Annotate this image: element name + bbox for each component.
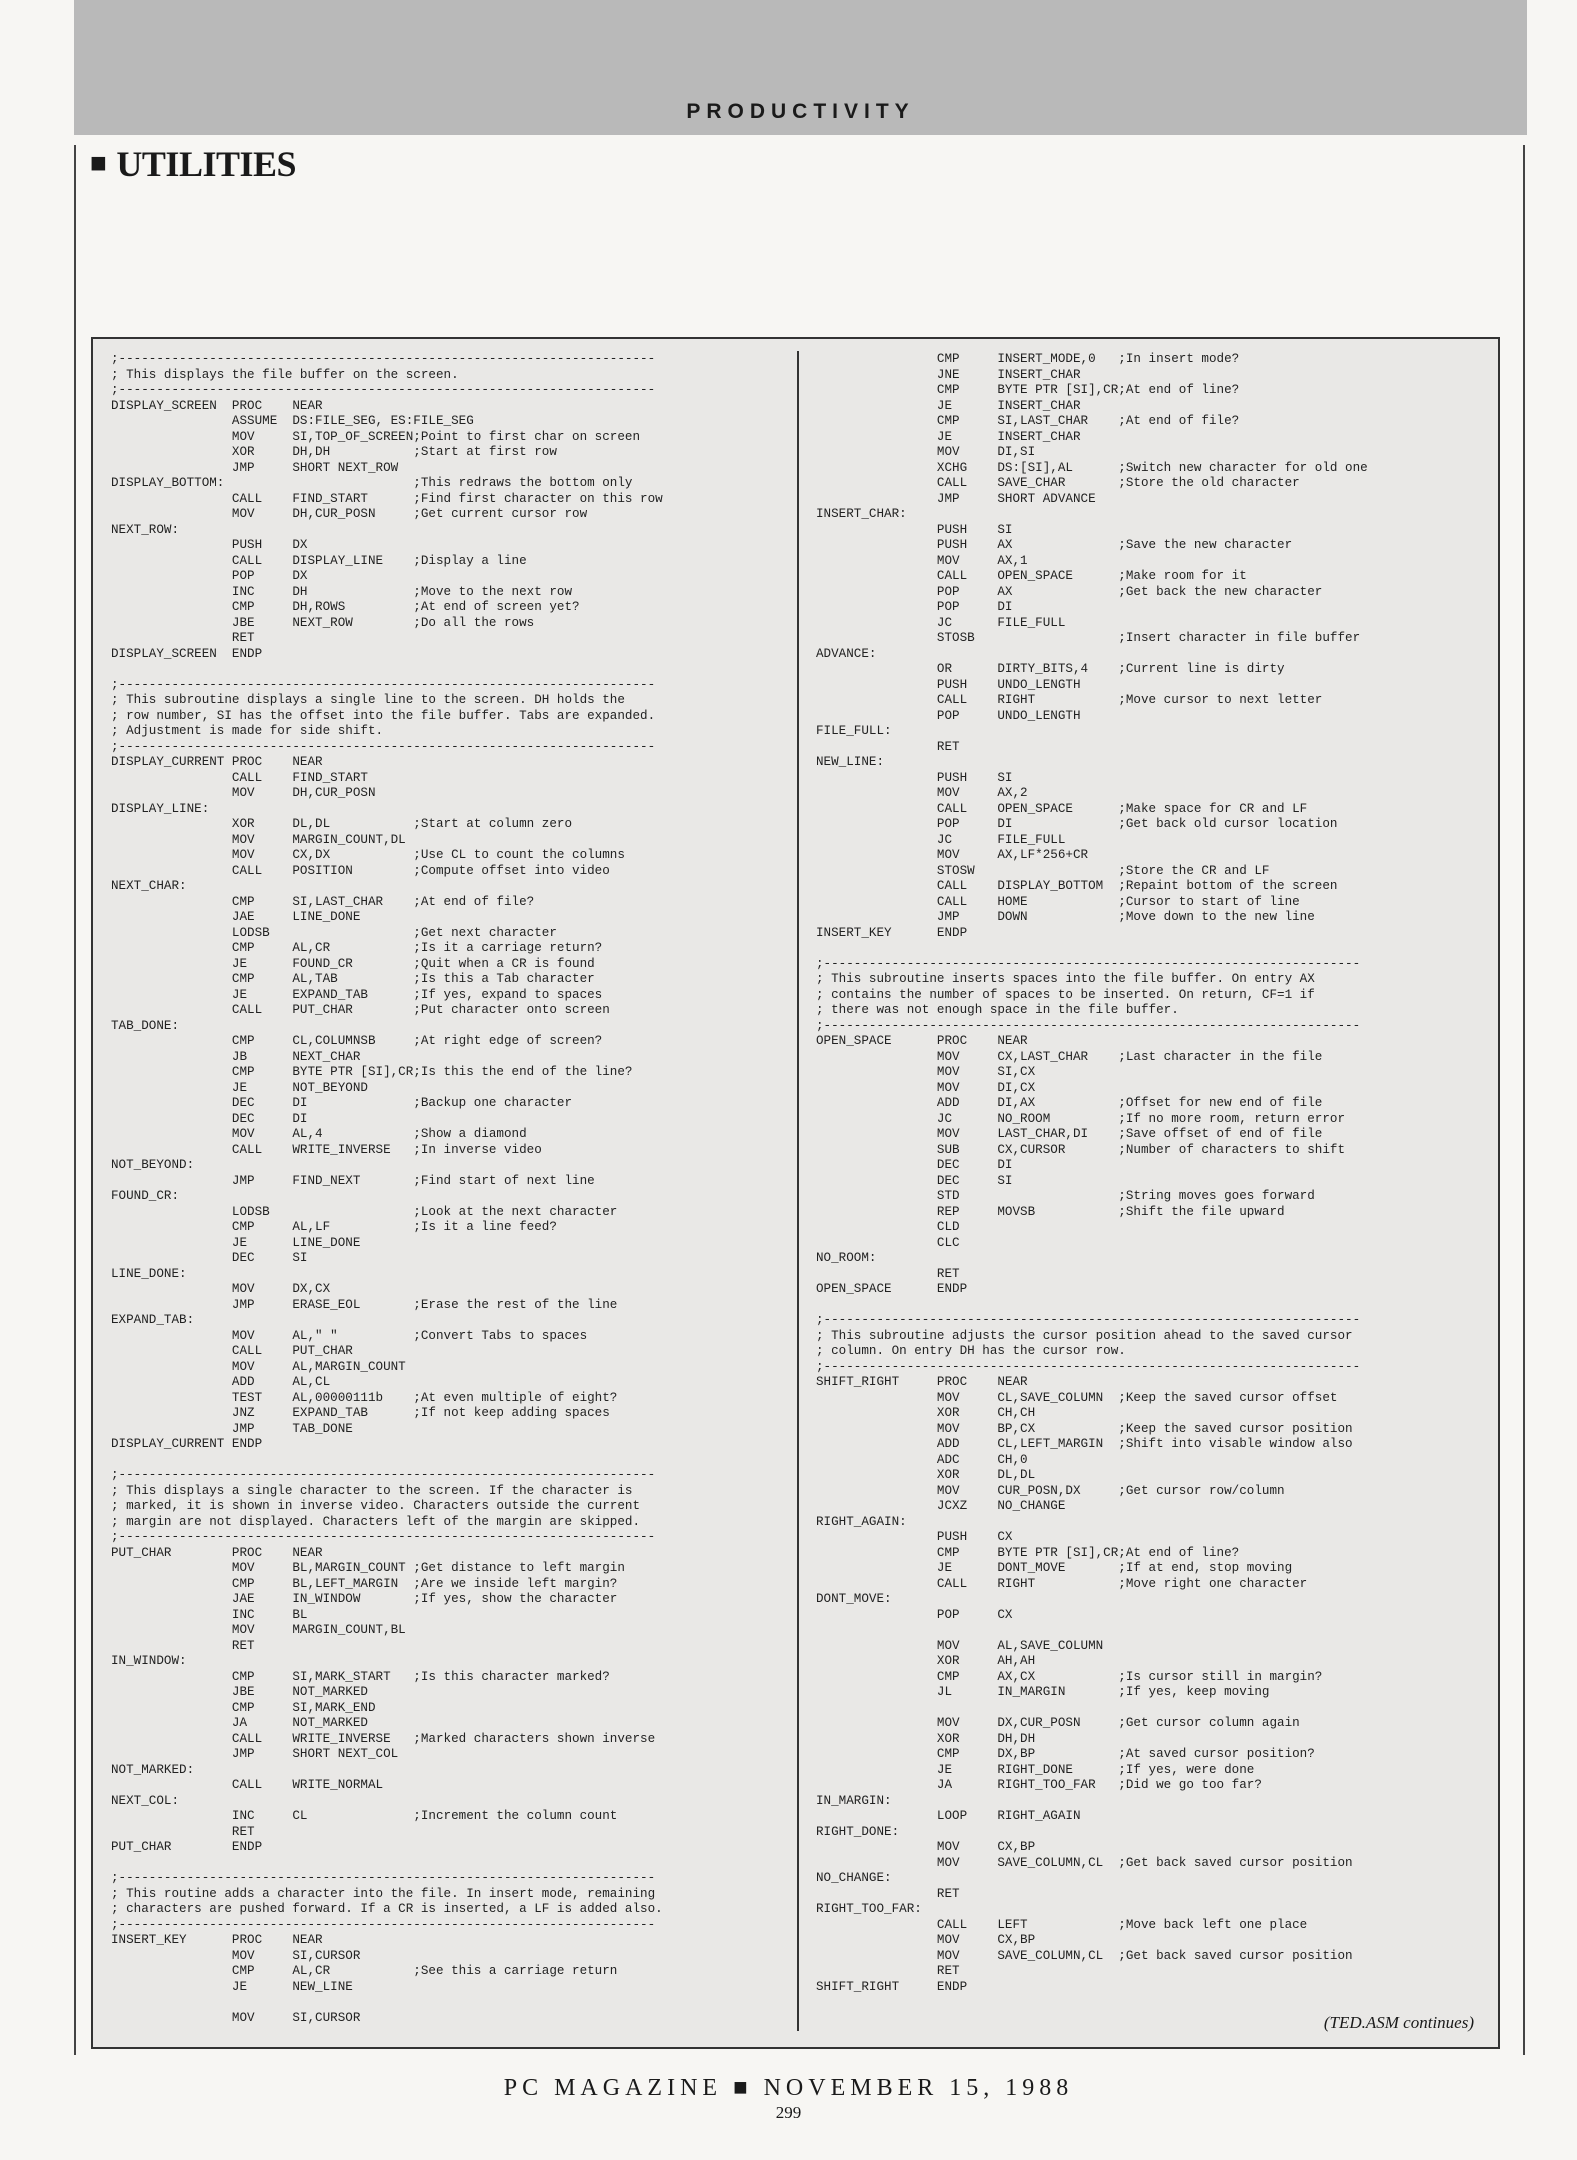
footer-magazine: PC MAGAZINE <box>503 2075 723 2101</box>
code-line: NOT_MARKED: <box>111 1762 195 1777</box>
code-line: MOV LAST_CHAR,DI ;Save offset of end of file <box>816 1127 1323 1141</box>
code-line: JNE INSERT_CHAR <box>816 367 1081 382</box>
code-line: RET <box>111 1824 255 1839</box>
code-line: CALL OPEN_SPACE ;Make room for it <box>816 569 1247 583</box>
code-line: MOV DX,CUR_POSN ;Get cursor column again <box>816 1716 1300 1730</box>
code-line: ;----------------------------------------------------------------------- <box>111 677 656 692</box>
code-line: JC FILE_FULL <box>816 615 1066 630</box>
code-line: JNZ EXPAND_TAB ;If not keep adding spaces <box>111 1406 610 1420</box>
code-line: JE RIGHT_DONE ;If yes, were done <box>816 1762 1255 1777</box>
code-line: NOT_BEYOND: <box>111 1158 195 1172</box>
code-line: LODSB ;Look at the next character <box>111 1204 618 1219</box>
code-line: CMP AL,LF ;Is it a line feed? <box>111 1220 557 1234</box>
code-line: JL IN_MARGIN ;If yes, keep moving <box>816 1685 1270 1699</box>
code-line: SUB CX,CURSOR ;Number of characters to shift <box>816 1142 1346 1157</box>
code-line: DISPLAY_CURRENT ENDP <box>111 1437 263 1451</box>
code-line: IN_WINDOW: <box>111 1654 187 1668</box>
code-line: MOV SI,TOP_OF_SCREEN;Point to first char on screen <box>111 429 641 444</box>
code-line: MOV SI,CX <box>816 1065 1036 1079</box>
code-line: CMP SI,MARK_END <box>111 1700 376 1715</box>
code-line: CMP CL,COLUMNSB ;At right edge of screen? <box>111 1034 603 1048</box>
code-line: NEXT_ROW: <box>111 522 180 537</box>
code-line: RET <box>111 1638 255 1653</box>
code-line: JCXZ NO_CHANGE <box>816 1499 1066 1513</box>
code-line: MOV CL,SAVE_COLUMN ;Keep the saved cursor offset <box>816 1390 1338 1405</box>
code-line: INC CL ;Increment the column count <box>111 1809 618 1823</box>
code-line: CLD <box>816 1220 960 1234</box>
code-line: JMP SHORT ADVANCE <box>816 491 1096 506</box>
code-line: XOR DL,DL ;Start at column zero <box>111 817 573 831</box>
code-line: POP DI <box>816 600 1013 614</box>
code-line: PUT_CHAR PROC NEAR <box>111 1545 323 1560</box>
code-line: MOV DX,CX <box>111 1282 331 1296</box>
code-line: CMP SI,LAST_CHAR ;At end of file? <box>816 414 1240 428</box>
code-line: PUT_CHAR ENDP <box>111 1840 263 1854</box>
code-line: LINE_DONE: <box>111 1266 187 1281</box>
section-title-text: UTILITIES <box>116 144 297 184</box>
code-line <box>111 1453 781 1469</box>
code-line: CALL WRITE_INVERSE ;In inverse video <box>111 1142 542 1157</box>
code-line: ; This routine adds a character into the file. In insert mode, remaining <box>111 1886 656 1901</box>
code-line <box>111 1995 781 2011</box>
code-line <box>816 1701 1486 1717</box>
code-line: JBE NOT_MARKED <box>111 1685 368 1699</box>
code-line: DEC SI <box>111 1251 308 1265</box>
code-line: ; row number, SI has the offset into the file buffer. Tabs are expanded. <box>111 708 656 723</box>
code-line: STOSB ;Insert character in file buffer <box>816 631 1361 645</box>
code-line: JC FILE_FULL <box>816 832 1066 847</box>
code-line: INSERT_KEY ENDP <box>816 925 968 940</box>
code-line: CMP AL,CR ;See this a carriage return <box>111 1964 618 1978</box>
code-line: CALL WRITE_INVERSE ;Marked characters shown inverse <box>111 1731 656 1746</box>
code-line: MOV SI,CURSOR <box>111 1948 361 1963</box>
code-line: CMP INSERT_MODE,0 ;In insert mode? <box>816 352 1240 366</box>
code-line: ADD AL,CL <box>111 1375 331 1389</box>
code-line: MOV SAVE_COLUMN,CL ;Get back saved cursor position <box>816 1948 1353 1963</box>
code-line: RIGHT_DONE: <box>816 1824 900 1839</box>
code-line: JA NOT_MARKED <box>111 1716 368 1730</box>
title-bullet: ■ <box>90 148 107 179</box>
code-line: ;----------------------------------------------------------------------- <box>111 1530 656 1544</box>
code-line: MOV AX,1 <box>816 553 1028 568</box>
code-line: NO_CHANGE: <box>816 1871 892 1885</box>
page-number: 299 <box>775 2103 802 2122</box>
code-line: DEC SI <box>816 1173 1013 1188</box>
code-line: MOV CX,BP <box>816 1840 1036 1854</box>
code-line: SHIFT_RIGHT PROC NEAR <box>816 1375 1028 1389</box>
code-line: MOV BL,MARGIN_COUNT ;Get distance to left margin <box>111 1561 625 1575</box>
code-line: RET <box>816 739 960 754</box>
code-listing <box>91 337 1500 2049</box>
code-line: DEC DI <box>111 1111 308 1126</box>
code-line: JC NO_ROOM ;If no more room, return error <box>816 1111 1346 1126</box>
code-line: TEST AL,00000111b ;At even multiple of eight? <box>111 1390 618 1405</box>
code-line: CMP DX,BP ;At saved cursor position? <box>816 1747 1315 1761</box>
code-line: JA RIGHT_TOO_FAR ;Did we go too far? <box>816 1778 1262 1792</box>
code-line: CMP BYTE PTR [SI],CR;Is this the end of the line? <box>111 1065 633 1079</box>
code-line: MOV CX,LAST_CHAR ;Last character in the file <box>816 1049 1323 1064</box>
footer <box>0 2075 1577 2102</box>
code-line: REP MOVSB ;Shift the file upward <box>816 1204 1285 1219</box>
code-line: FOUND_CR: <box>111 1189 180 1203</box>
code-line: DONT_MOVE: <box>816 1592 892 1606</box>
code-line: OR DIRTY_BITS,4 ;Current line is dirty <box>816 662 1285 676</box>
code-line: JMP ERASE_EOL ;Erase the rest of the line <box>111 1297 618 1312</box>
code-line: JMP FIND_NEXT ;Find start of next line <box>111 1173 595 1188</box>
code-line: INC DH ;Move to the next row <box>111 584 573 599</box>
code-line: SHIFT_RIGHT ENDP <box>816 1979 968 1994</box>
code-line: CALL POSITION ;Compute offset into video <box>111 863 610 878</box>
code-line: DISPLAY_SCREEN ENDP <box>111 646 263 661</box>
code-line: MOV AL,SAVE_COLUMN <box>816 1638 1104 1653</box>
code-line: JE FOUND_CR ;Quit when a CR is found <box>111 956 595 971</box>
code-line: CALL FIND_START <box>111 770 368 785</box>
code-line: MOV AX,LF*256+CR <box>816 848 1089 862</box>
code-line: CALL HOME ;Cursor to start of line <box>816 894 1300 909</box>
code-line: MOV CX,BP <box>816 1933 1036 1947</box>
code-line: POP DI ;Get back old cursor location <box>816 817 1338 831</box>
code-line: DEC DI ;Backup one character <box>111 1096 573 1110</box>
code-line: CMP DH,ROWS ;At end of screen yet? <box>111 600 580 614</box>
code-line: ADD DI,AX ;Offset for new end of file <box>816 1096 1323 1110</box>
code-line: CALL LEFT ;Move back left one place <box>816 1917 1308 1932</box>
code-line: ; This subroutine inserts spaces into the file buffer. On entry AX <box>816 972 1315 986</box>
code-line: CMP BL,LEFT_MARGIN ;Are we inside left margin? <box>111 1576 618 1591</box>
code-line: MOV DI,SI <box>816 445 1036 459</box>
code-line: DISPLAY_SCREEN PROC NEAR <box>111 398 323 413</box>
code-line: CALL PUT_CHAR <box>111 1344 353 1358</box>
code-line: CMP BYTE PTR [SI],CR;At end of line? <box>816 1545 1240 1560</box>
code-line: MOV CX,DX ;Use CL to count the columns <box>111 848 625 862</box>
code-line: DISPLAY_BOTTOM: ;This redraws the bottom only <box>111 476 633 490</box>
code-line: ;----------------------------------------------------------------------- <box>816 1018 1361 1033</box>
code-line: MOV AL,MARGIN_COUNT <box>111 1359 406 1374</box>
code-line: CALL FIND_START ;Find first character on this row <box>111 491 663 506</box>
code-line: RIGHT_TOO_FAR: <box>816 1902 922 1916</box>
code-line: CALL RIGHT ;Move cursor to next letter <box>816 693 1323 707</box>
code-line: LOOP RIGHT_AGAIN <box>816 1809 1081 1823</box>
code-line: FILE_FULL: <box>816 724 892 738</box>
code-line: ASSUME DS:FILE_SEG, ES:FILE_SEG <box>111 414 474 428</box>
code-line: DISPLAY_LINE: <box>111 801 210 816</box>
page-frame-right <box>1523 145 1525 2055</box>
code-line: JMP TAB_DONE <box>111 1421 353 1436</box>
code-line: NO_ROOM: <box>816 1251 877 1265</box>
code-line: JB NEXT_CHAR <box>111 1049 361 1064</box>
code-line: MOV BP,CX ;Keep the saved cursor position <box>816 1421 1353 1436</box>
code-line: ADC CH,0 <box>816 1452 1028 1467</box>
code-line: ; Adjustment is made for side shift. <box>111 724 384 738</box>
code-line: INSERT_CHAR: <box>816 507 907 521</box>
code-line: ;----------------------------------------------------------------------- <box>816 956 1361 971</box>
code-column-right <box>816 352 1486 2032</box>
code-line: ;----------------------------------------------------------------------- <box>111 1468 656 1482</box>
code-line: RET <box>816 1964 960 1978</box>
code-line: MOV AX,2 <box>816 786 1028 800</box>
code-line: PUSH UNDO_LENGTH <box>816 677 1081 692</box>
code-line: MOV MARGIN_COUNT,BL <box>111 1623 406 1637</box>
code-line: OPEN_SPACE PROC NEAR <box>816 1034 1028 1048</box>
code-line: CMP SI,MARK_START ;Is this character marked? <box>111 1669 610 1684</box>
code-line: TAB_DONE: <box>111 1018 180 1033</box>
code-line: MOV AL," " ;Convert Tabs to spaces <box>111 1328 588 1343</box>
code-line: JAE LINE_DONE <box>111 910 361 924</box>
code-line: ;----------------------------------------------------------------------- <box>111 383 656 397</box>
code-line: STOSW ;Store the CR and LF <box>816 863 1270 878</box>
code-line <box>111 662 781 678</box>
code-line: LODSB ;Get next character <box>111 925 557 940</box>
code-line: CALL OPEN_SPACE ;Make space for CR and LF <box>816 801 1308 816</box>
code-line: ; contains the number of spaces to be inserted. On return, CF=1 if <box>816 987 1315 1002</box>
code-line: ;----------------------------------------------------------------------- <box>111 1917 656 1932</box>
code-line: PUSH DX <box>111 538 308 552</box>
code-line <box>111 1856 781 1872</box>
code-line: JAE IN_WINDOW ;If yes, show the character <box>111 1592 618 1606</box>
continues-note: (TED.ASM continues) <box>1323 2013 1474 2032</box>
code-line: MOV DH,CUR_POSN <box>111 786 376 800</box>
code-line: ; This displays the file buffer on the screen. <box>111 367 459 382</box>
code-line: DEC DI <box>816 1158 1013 1172</box>
code-line: ; margin are not displayed. Characters left of the margin are skipped. <box>111 1514 641 1529</box>
code-line: CALL PUT_CHAR ;Put character onto screen <box>111 1003 610 1017</box>
code-line: IN_MARGIN: <box>816 1793 892 1808</box>
code-line: ADVANCE: <box>816 646 877 661</box>
code-line: MOV DI,CX <box>816 1080 1036 1095</box>
code-line: JE DONT_MOVE ;If at end, stop moving <box>816 1561 1293 1575</box>
code-line: POP UNDO_LENGTH <box>816 708 1081 723</box>
code-line: JMP SHORT NEXT_COL <box>111 1747 399 1761</box>
code-line: ; This subroutine adjusts the cursor position ahead to the saved cursor <box>816 1328 1353 1343</box>
code-line: JE EXPAND_TAB ;If yes, expand to spaces <box>111 987 603 1002</box>
code-line: CMP SI,LAST_CHAR ;At end of file? <box>111 894 535 909</box>
code-line: MOV CUR_POSN,DX ;Get cursor row/column <box>816 1483 1285 1498</box>
code-line: CALL WRITE_NORMAL <box>111 1778 384 1792</box>
code-line: ; This subroutine displays a single line to the screen. DH holds the <box>111 693 625 707</box>
code-line: ;----------------------------------------------------------------------- <box>111 739 656 754</box>
code-line: CMP AL,CR ;Is it a carriage return? <box>111 941 603 955</box>
code-line: XOR AH,AH <box>816 1654 1036 1668</box>
code-line: POP AX ;Get back the new character <box>816 584 1323 599</box>
code-line: CALL SAVE_CHAR ;Store the old character <box>816 476 1300 490</box>
code-line: RET <box>111 631 255 645</box>
code-line: DISPLAY_CURRENT PROC NEAR <box>111 755 323 769</box>
code-line: MOV AL,4 ;Show a diamond <box>111 1127 527 1141</box>
code-line: ;----------------------------------------------------------------------- <box>816 1359 1361 1374</box>
code-line: NEXT_COL: <box>111 1793 180 1808</box>
code-line: PUSH CX <box>816 1530 1013 1544</box>
code-line <box>816 1298 1486 1314</box>
code-line: CMP BYTE PTR [SI],CR;At end of line? <box>816 383 1240 397</box>
column-divider <box>797 351 799 2031</box>
code-line: OPEN_SPACE ENDP <box>816 1282 968 1296</box>
code-line: RIGHT_AGAIN: <box>816 1514 907 1529</box>
code-line: RET <box>816 1886 960 1901</box>
code-line: NEW_LINE: <box>816 755 885 769</box>
section-title <box>90 143 296 185</box>
code-line: CALL RIGHT ;Move right one character <box>816 1576 1308 1591</box>
code-line: CMP AL,TAB ;Is this a Tab character <box>111 972 595 986</box>
code-line: XOR DH,DH ;Start at first row <box>111 445 557 459</box>
code-line: ;----------------------------------------------------------------------- <box>111 352 656 366</box>
code-line <box>816 1623 1486 1639</box>
code-line: PUSH SI <box>816 770 1013 785</box>
page-frame-left <box>74 145 76 2055</box>
code-line: JMP DOWN ;Move down to the new line <box>816 910 1315 924</box>
code-line: ; column. On entry DH has the cursor row. <box>816 1344 1126 1358</box>
code-line: XOR DL,DL <box>816 1468 1036 1482</box>
code-line: CMP AX,CX ;Is cursor still in margin? <box>816 1669 1323 1684</box>
code-line: XOR DH,DH <box>816 1731 1036 1746</box>
section-label: PRODUCTIVITY <box>686 100 915 123</box>
code-line: JE LINE_DONE <box>111 1235 361 1250</box>
code-line: XOR CH,CH <box>816 1406 1036 1420</box>
code-line: JMP SHORT NEXT_ROW <box>111 460 399 475</box>
code-line: CLC <box>816 1235 960 1250</box>
code-line: ; marked, it is shown in inverse video. Characters outside the current <box>111 1499 641 1513</box>
code-line: MOV SI,CURSOR <box>111 2010 361 2025</box>
code-line: ; there was not enough space in the file buffer. <box>816 1003 1179 1017</box>
code-line: CALL DISPLAY_LINE ;Display a line <box>111 553 527 568</box>
code-line: JE NOT_BEYOND <box>111 1080 368 1095</box>
code-line: XCHG DS:[SI],AL ;Switch new character for old one <box>816 460 1368 475</box>
code-line: ;----------------------------------------------------------------------- <box>816 1313 1361 1327</box>
code-line: RET <box>816 1266 960 1281</box>
code-line: INC BL <box>111 1607 308 1622</box>
footer-separator: ■ <box>733 2075 753 2101</box>
footer-date: NOVEMBER 15, 1988 <box>763 2075 1074 2101</box>
code-line: JBE NEXT_ROW ;Do all the rows <box>111 615 535 630</box>
code-line: ADD CL,LEFT_MARGIN ;Shift into visable window also <box>816 1437 1353 1451</box>
code-line: EXPAND_TAB: <box>111 1313 195 1327</box>
code-line: PUSH SI <box>816 522 1013 537</box>
code-line <box>816 941 1486 957</box>
code-line: CALL DISPLAY_BOTTOM ;Repaint bottom of the screen <box>816 879 1338 893</box>
code-line: PUSH AX ;Save the new character <box>816 538 1293 552</box>
code-line: JE INSERT_CHAR <box>816 429 1081 444</box>
code-line: POP CX <box>816 1607 1013 1622</box>
code-line: POP DX <box>111 569 308 583</box>
code-line: JE INSERT_CHAR <box>816 398 1081 413</box>
code-line: MOV MARGIN_COUNT,DL <box>111 832 406 847</box>
code-line: NEXT_CHAR: <box>111 879 187 893</box>
code-line: ;----------------------------------------------------------------------- <box>111 1871 656 1885</box>
code-line: MOV SAVE_COLUMN,CL ;Get back saved cursor position <box>816 1855 1353 1870</box>
code-line: JE NEW_LINE <box>111 1979 353 1994</box>
code-line: STD ;String moves goes forward <box>816 1189 1315 1203</box>
code-line: MOV DH,CUR_POSN ;Get current cursor row <box>111 507 588 521</box>
code-line: INSERT_KEY PROC NEAR <box>111 1933 323 1947</box>
code-line: ; characters are pushed forward. If a CR is inserted, a LF is added also. <box>111 1902 663 1916</box>
code-line: ; This displays a single character to the screen. If the character is <box>111 1483 633 1498</box>
code-column-left <box>111 352 781 2032</box>
